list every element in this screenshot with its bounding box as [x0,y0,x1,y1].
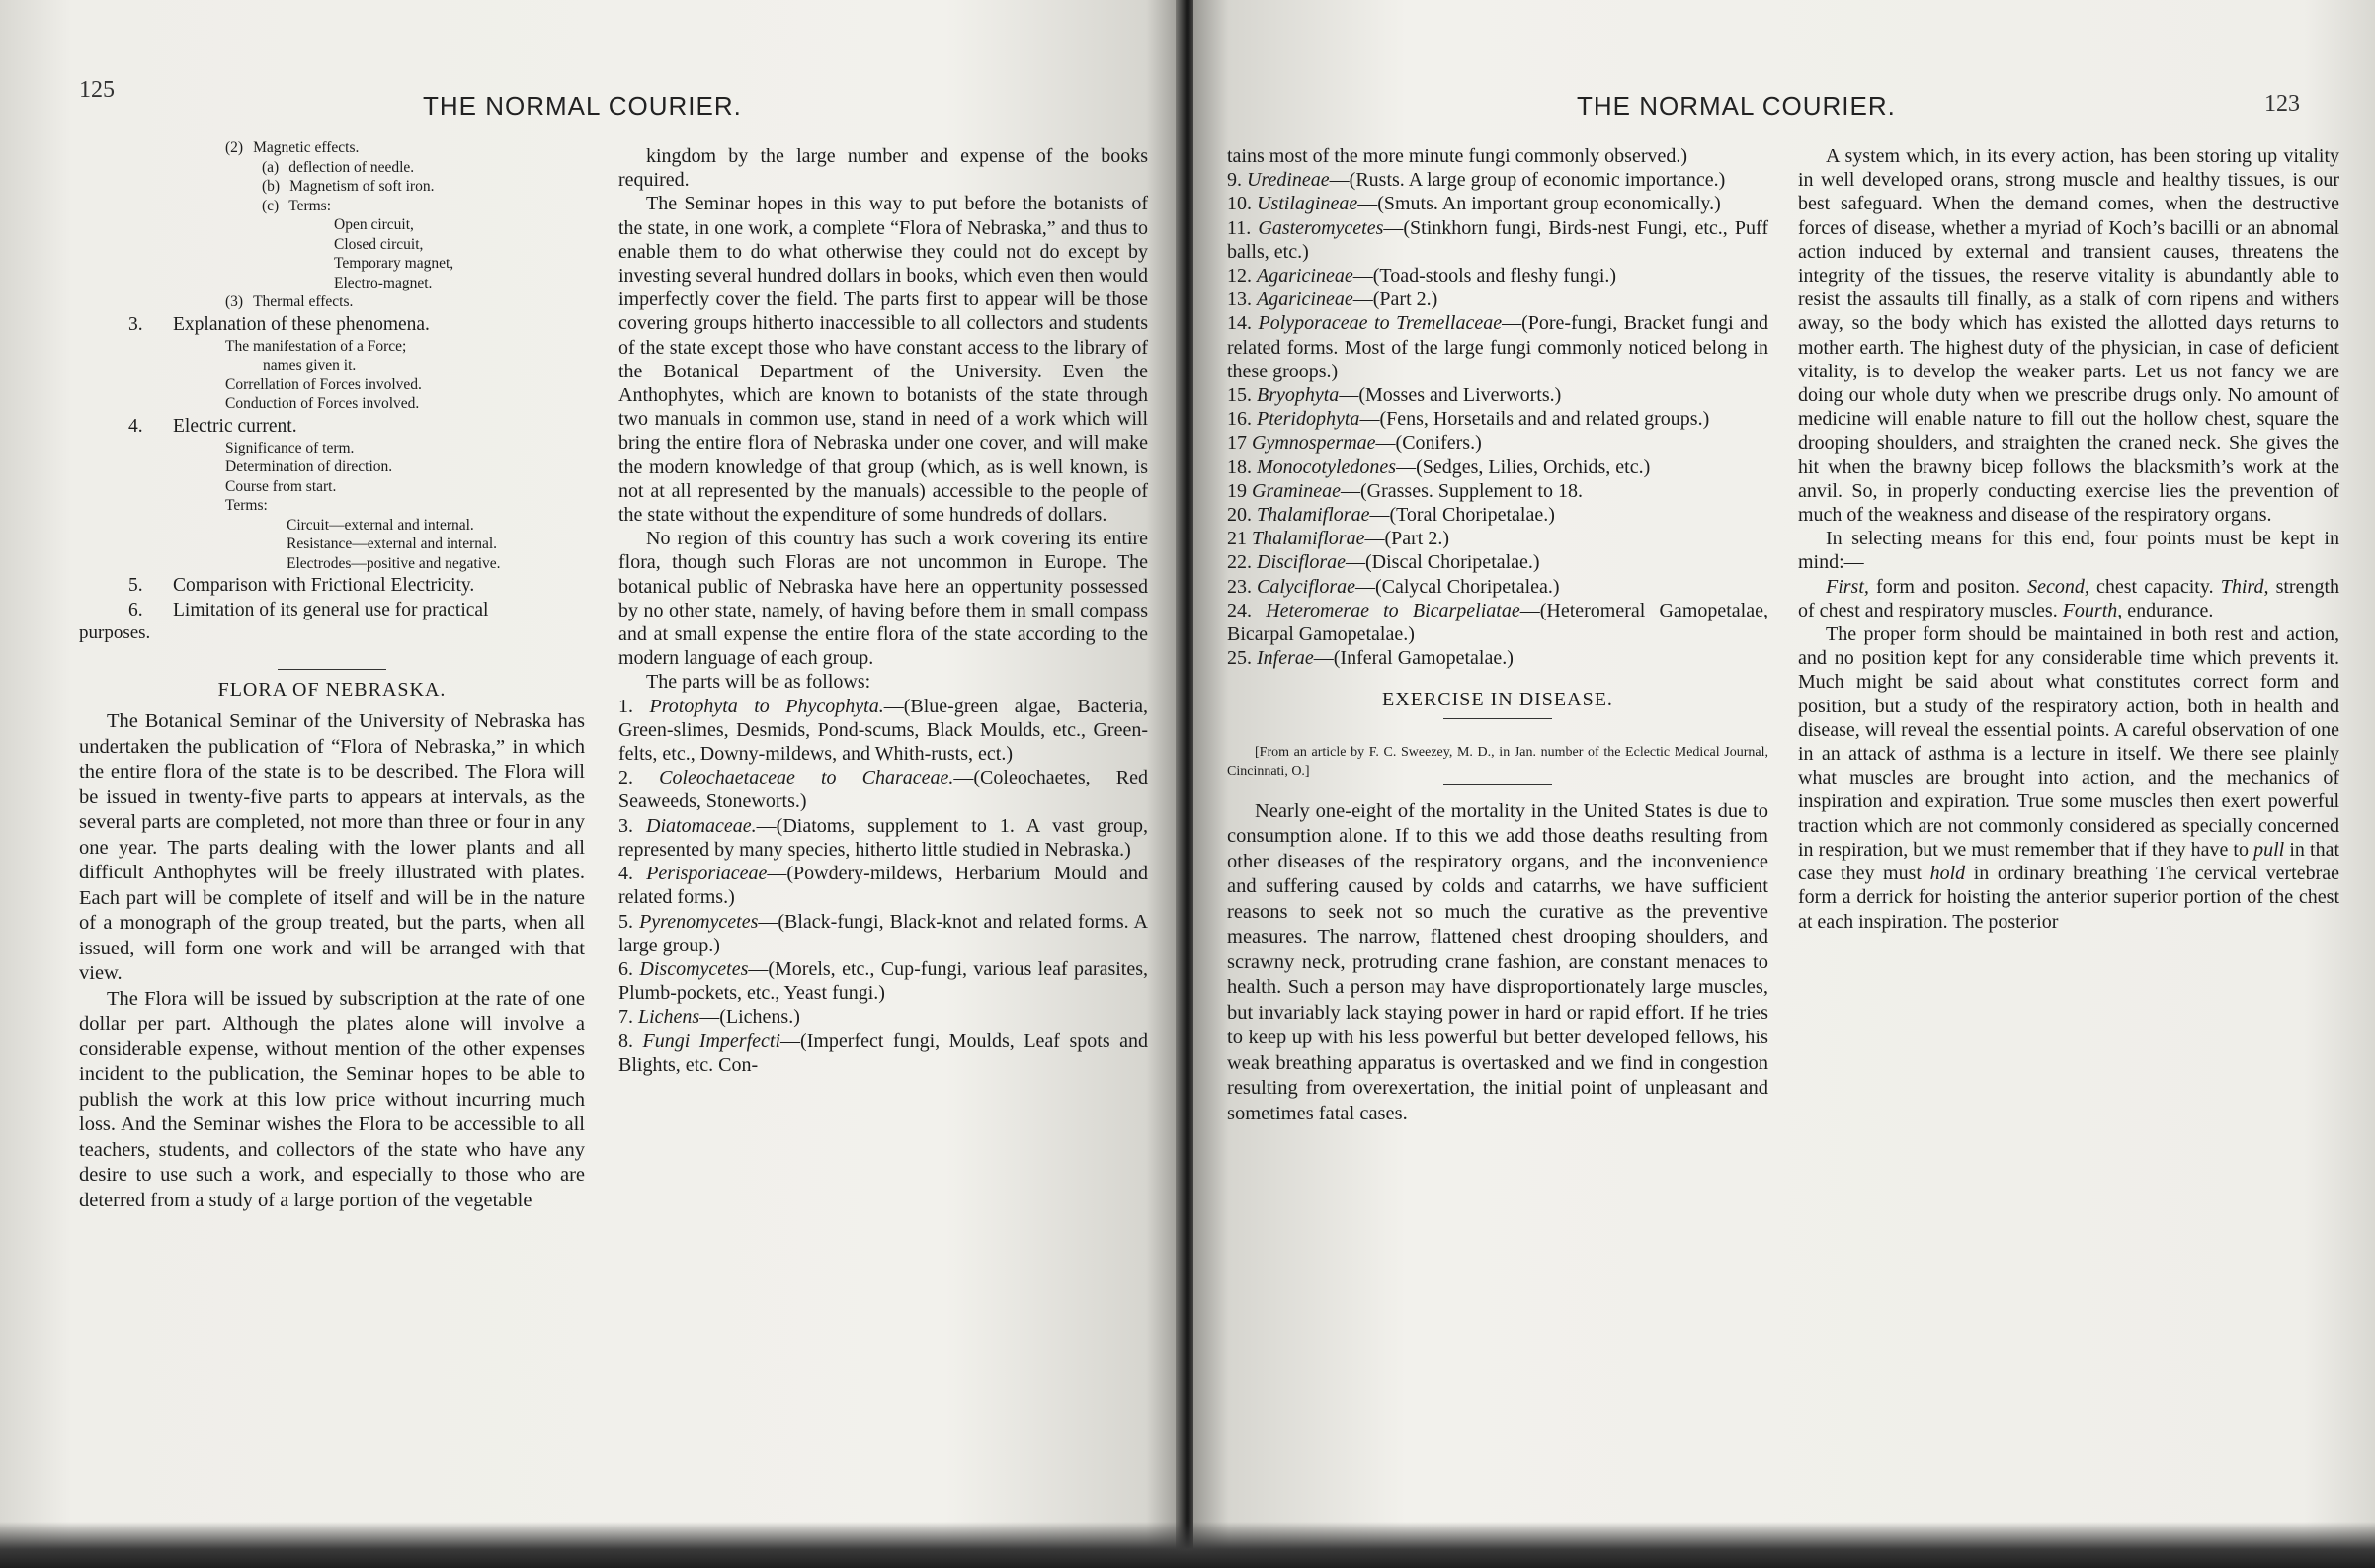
outline-item [79,457,585,477]
part-number: 14. [1227,312,1259,335]
point-third-text: strength of chest and respiratory muscles. [1798,575,2340,621]
outline-num: 5. [128,575,143,596]
part-description: —(Part 2.) [1364,528,1449,550]
outline-num: (a) [262,158,280,176]
part-description: —(Sedges, Lilies, Orchids, etc.) [1396,455,1651,478]
outline-text: Resistance—external and internal. [287,536,498,552]
part-number: 20. [1227,504,1257,527]
title-rule [278,669,386,670]
part-name: Gasteromycetes [1258,216,1384,239]
left-page-header: THE NORMAL COURIER. [423,91,742,121]
part-item [1227,550,1768,574]
part-number: 19 [1227,479,1252,502]
part-item [618,695,1148,767]
right-page-header: THE NORMAL COURIER. [1577,91,1896,121]
part-number: 5. [618,910,640,933]
part-description: —(Mosses and Liverworts.) [1339,384,1562,407]
outline-tail: purposes. [79,622,151,643]
part-number: 11. [1227,216,1259,239]
part-description: —(Diatoms, supplement to 1. A vast group, represented by many species, hitherto little studied in Nebraska.) [618,814,1149,861]
outline-num: (c) [262,197,280,214]
part-name: Thalamiflorae [1257,504,1370,527]
paragraph: No region of this country has such a work covering its entire flora, though such Floras are not uncommon in Europe. The botanical public of Nebraska have here an oppertunity possessed by no other state, namely, of having before them in small compass and at small expense the entire flora of the state according to the modern language of each group. [618,528,1148,670]
outline-text: The manifestation of a Force; [225,337,407,355]
part-item [1227,503,1768,527]
part-number: 12. [1227,265,1257,288]
part-name: Calyciflorae [1257,575,1355,598]
part-description: —(Lichens.) [699,1006,800,1029]
parts-continuation: tains most of the more minute fungi commonly observed.) [1227,145,1688,167]
outline-num: 6. [128,600,143,620]
outline-text: Limitation of its general use for practical [173,600,489,620]
part-item [618,1030,1148,1077]
part-description: —(Inferal Gamopetalae.) [1313,647,1514,670]
part-item [1227,383,1768,407]
outline-item [79,414,585,439]
part-number: 8. [618,1030,643,1052]
part-name: Lichens [638,1006,700,1029]
page-bottom-shadow [0,1522,2375,1568]
paragraph: The Flora will be issued by subscription at the rate of one dollar per part. Although the plates alone will involve a considerable expense, without mention of the other expenses incident to the publication, the Seminar hopes to be able to publish the work at this low price without incurring much loss. And the Seminar wishes the Flora to be accessible to all teachers, students, and collectors of the state who have any desire to use such a work, and especially to those who are deterred from a study of a large portion of the vegetable [79,987,585,1211]
part-number: 15. [1227,384,1257,407]
outline-item [79,177,585,197]
part-number: 21 [1227,528,1252,550]
outline-text: Circuit—external and internal. [287,516,474,534]
part-item [1227,455,1768,479]
part-number: 1. [618,695,650,717]
outline-text: Open circuit, [334,216,414,233]
part-name: Bryophyta [1257,384,1340,407]
parts-list-left [618,695,1148,1077]
outline-text: Explanation of these phenomena. [173,313,430,335]
outline-item [79,337,585,357]
outline-text: Electric current. [173,415,297,437]
outline-item [79,516,585,536]
part-name: Disciflorae [1257,551,1346,574]
part-description: —(Blue-green algae, Bacteria, Green-slimes, Desmids, Pond-scums, Black Moulds, etc., Green-felts, etc., Downy-mildews, and Whith-rusts, ect.) [618,695,1149,766]
paragraph: The Botanical Seminar of the University of Nebraska has undertaken the publication of “Flora of Nebraska,” in which the entire flora of the state is to be described. The Flora will be issued in twenty-five parts to appears at intervals, as the several parts are completed, not more than three or four in any one year. The parts dealing with the lower plants and all difficult Anthophytes will be freely illustrated with plates. Each part will be complete of itself and will be in the nature of a monograph of the group treated, but the parts, when all issued, will form one work and will be arranged with that view. [79,710,585,984]
outline-text: Magnetism of soft iron. [289,178,435,195]
part-number: 23. [1227,575,1257,598]
paragraph: Nearly one-eight of the mortality in the United States is due to consumption alone. If to this we add those deaths resulting from other diseases of the respiratory organs, and the inconvenience and suffering caused by colds and catarrhs, we have sufficient reasons to seek not so much the curative as the preventive measures. The narrow, flattened chest drooping shoulders, and scrawny neck, protruding crane fashion, are constant menaces to health. Such a person may have disproportionately large muscles, but invariably lack staying power in hard or rapid effort. If he tries to keep up with his less powerful but better developed fellows, his weak breathing apparatus is overtasked and we find in congestion resulting from overexertation, the initial point of unpleasant and sometimes fatal cases. [1227,799,1768,1124]
left-column-2 [618,144,1148,1077]
left-column-1 [79,138,585,1213]
outline-text: deflection of needle. [288,158,415,176]
right-column-2 [1798,144,2339,934]
paragraph: The Seminar hopes in this way to put before the botanists of the state, in one work, a complete “Flora of Nebraska,” and thus to enable them to do what otherwise they could not do except by investing several hundred dollars in books, which even then would imperfectly cover the field. The parts first to appear will be those covering groups hitherto inaccessible to all collectors and students of the state except those who have constant access to the library of the Botanical Department of the University. Even the Anthophytes, which are known to botanists of the state through two manuals in common use, stand in need of a work which will bring the entire flora of Nebraska under one cover, and will make the modern knowledge of that group (which, as is well known, is not at all represented by the manuals) accessible to the people of the state without the expenditure of some hundreds of dollars. [618,193,1148,527]
part-item [618,766,1148,813]
part-name: Heteromerae to Bicarpeliatae [1266,599,1520,621]
paragraph: A system which, in its every action, has been storing up vitality in well developed orans, strong muscle and healthy tissues, is our best safeguard. When the demand comes, when the destructive forces of disease, whether a myriad of Koch’s bacilli or an abnomal action induced by external and transient causes, threatens the integrity of the tissues, the reserve vitality is abundantly able to resist the assaults till finally, as a stalk of corn ripens and withers away, so the body which has existed the allotted days returns to mother earth. The highest duty of the physician, in case of deficient vitality, is to develop the weaker parts. Let us not fancy we are doing our whole duty when we prescribe drugs only. No amount of medicine will enable nature to fill out the hollow chest, square the drooping shoulders, and straighten the craned neck. She gives the hit when the brawny bicep follows the blacksmith’s work at the anvil. So, in properly conducting exercise lies the prevention of much of the weakness and disease of the respiratory organs. [1798,145,2339,527]
point-second-text: chest capacity. [2096,575,2214,598]
outline-text: Determination of direction. [225,458,393,475]
paragraph [1798,622,2339,934]
outline-text: Electro-magnet. [334,274,433,291]
part-number: 13. [1227,289,1257,311]
outline-num: (2) [225,139,244,156]
part-description: —(Toad-stools and fleshy fungi.) [1352,265,1617,288]
exercise-paragraphs-3 [1798,622,2339,934]
part-description: —(Morels, etc., Cup-fungi, various leaf parasites, Plumb-pockets, etc., Yeast fungi.) [618,957,1149,1005]
outline-item [79,535,585,554]
part-description: —(Heteromeral Gamopetalae, Bicarpal Gamopetalae.) [1227,599,1768,646]
part-name: Agaricineae [1257,289,1353,311]
part-item [1227,407,1768,431]
outline-item [79,598,585,622]
part-name: Agaricineae [1257,265,1353,288]
part-description: —(Powdery-mildews, Herbarium Mould and related forms.) [618,863,1149,909]
parts-list-right [1227,168,1768,670]
outline-item [79,375,585,395]
part-description: —(Conifers.) [1375,432,1482,454]
part-name: Uredineae [1247,169,1330,192]
byline-rule [1443,784,1552,785]
part-number: 7. [618,1006,638,1029]
outline-item [79,235,585,255]
outline-text: Comparison with Frictional Electricity. [173,575,475,596]
outline-num: 3. [128,313,143,335]
paragraph-text: in ordinary breathing The cervical vertebrae form a derrick for hoisting the anterior superior portion of the chest at each inspiration. The posterior [1798,863,2339,933]
part-number: 24. [1227,599,1267,621]
outline-text: Thermal effects. [253,293,354,310]
outline-text: Magnetic effects. [253,139,360,156]
part-description: —(Coleochaetes, Red Seaweeds, Stoneworts.) [618,767,1149,813]
part-item [1227,216,1768,264]
part-number: 22. [1227,551,1257,574]
part-item [1227,599,1768,646]
part-number: 16. [1227,408,1257,431]
outline-text: Terms: [288,197,332,214]
part-name: Pyrenomycetes [639,910,759,933]
part-item [1227,168,1768,192]
outline-text: Significance of term. [225,439,355,456]
outline-text: names given it. [263,357,357,373]
outline-text: Conduction of Forces involved. [225,395,420,412]
outline-item [79,439,585,458]
part-name: Polyporaceae to Tremellaceae [1258,312,1503,335]
part-description: —(Part 2.) [1352,289,1438,311]
paragraph-text: The proper form should be maintained in both rest and action, and no position kept for any considerable time which prevents it. Much might be said about what constitutes correct form and position, but a study of the respiratory action, both in health and disease, will reveal the essential points. A careful observation of one in an attack of asthma is a lecture in itself. We there see plainly what muscles are brought into action, and the mechanics of inspiration and expiration. True some muscles then exert powerful traction which are not commonly considered as specially concerned in respiration, but we must remember that if they have to [1798,623,2339,861]
part-description: —(Calycal Choripetalea.) [1354,575,1560,598]
outline-item [79,158,585,178]
part-number: 17 [1227,432,1252,454]
part-item [618,814,1148,862]
outline-text: Closed circuit, [334,235,424,253]
part-name: Discomycetes [639,957,749,980]
part-description: —(Rusts. A large group of economic importance.) [1329,169,1726,192]
outline-text: Course from start. [225,477,337,495]
part-name: Ustilagineae [1257,193,1358,215]
flora-paragraphs-2 [618,144,1148,695]
part-item [1227,192,1768,215]
part-name: Inferae [1257,647,1314,670]
outline-text: Terms: [225,497,268,514]
flora-title: FLORA OF NEBRASKA. [217,678,447,701]
exercise-title-rule [1443,718,1552,719]
part-name: Diatomaceae. [646,814,757,837]
emphasis-hold: hold [1929,863,1966,885]
emphasis-pull: pull [2253,838,2285,861]
part-name: Coleochaetaceae to Characeae. [659,767,954,789]
point-fourth-text: endurance. [2127,599,2214,621]
outline-num: (3) [225,293,244,310]
part-number: 25. [1227,647,1257,670]
part-number: 6. [618,957,640,980]
left-page-number: 125 [79,77,115,103]
part-number: 2. [618,767,660,789]
left-page [0,0,1182,1568]
paragraph-text: in that case they must [1798,838,2340,885]
exercise-paragraphs-2 [1798,144,2339,575]
four-points [1798,575,2339,622]
part-description: —(Grasses. Supplement to 18. [1340,479,1583,502]
point-first-text: form and positon. [1876,575,2020,598]
part-description: —(Fens, Horsetails and and related groups.) [1359,408,1710,431]
right-page-number: 123 [2264,91,2300,117]
part-description: —(Discal Choripetalae.) [1346,551,1540,574]
part-number: 18. [1227,455,1257,478]
outline-text: Correllation of Forces involved. [225,375,422,393]
paragraph: kingdom by the large number and expense of the books required. [618,145,1148,192]
part-number: 3. [618,814,647,837]
part-item [618,862,1148,909]
part-item [1227,646,1768,670]
outline-text: Temporary magnet, [334,255,454,272]
part-number: 9. [1227,169,1247,192]
part-item [1227,479,1768,503]
outline-item [79,254,585,274]
outline-item [79,274,585,293]
part-item [1227,264,1768,288]
outline-item [79,496,585,516]
outline-item [79,477,585,497]
part-item [1227,575,1768,599]
part-description: —(Toral Choripetalae.) [1369,504,1555,527]
part-number: 4. [618,863,647,885]
outline-item [79,292,585,312]
point-third-label: Third, [2220,575,2269,598]
part-name: Perisporiaceae [646,863,768,885]
part-name: Gramineae [1252,479,1341,502]
outline-item [79,554,585,574]
part-number: 10. [1227,193,1257,215]
article-byline: [From an article by F. C. Sweezey, M. D., in Jan. number of the Eclectic Medical Journal, Cincinnati, O.] [1227,744,1768,779]
part-description: —(Black-fungi, Black-knot and related forms. A large group.) [618,910,1148,956]
point-fourth-label: Fourth, [2062,599,2123,621]
part-name: Gymnospermae [1252,432,1376,454]
outline-item [79,312,585,337]
part-item [1227,431,1768,454]
point-first-label: First, [1826,575,1869,598]
part-name: Pteridophyta [1257,408,1360,431]
outline-num: (b) [262,178,281,195]
outline-item [79,356,585,375]
part-item [1227,288,1768,311]
part-item [618,910,1148,957]
outline-item [79,138,585,158]
outline-item [79,197,585,216]
outline-num: 4. [128,415,143,437]
right-column-1 [1227,144,1768,1126]
right-page [1193,0,2375,1568]
part-description: —(Pore-fungi, Bracket fungi and related forms. Most of the large fungi commonly noticed belong in these groops.) [1227,312,1769,382]
paragraph: In selecting means for this end, four points must be kept in mind:— [1798,528,2339,574]
part-description: —(Stinkhorn fungi, Birds-nest Fungi, etc., Puff balls, etc.) [1227,216,1768,263]
part-item [1227,311,1768,383]
part-name: Protophyta to Phycophyta. [649,695,884,717]
point-second-label: Second, [2027,575,2089,598]
part-name: Fungi Imperfecti [642,1030,781,1052]
outline-item [79,394,585,414]
exercise-title: EXERCISE IN DISEASE. [1382,689,1613,711]
part-item [618,1005,1148,1029]
outline-text: Electrodes—positive and negative. [287,554,501,572]
part-description: —(Smuts. An important group economically.) [1357,193,1721,215]
flora-paragraphs [79,709,585,1213]
exercise-paragraphs [1227,799,1768,1127]
outline-item [79,573,585,598]
part-name: Monocotyledones [1257,455,1397,478]
part-name: Thalamiflorae [1252,528,1365,550]
part-description: —(Imperfect fungi, Moulds, Leaf spots and Blights, etc. Con- [618,1030,1149,1076]
part-item [1227,527,1768,550]
paragraph: The parts will be as follows: [646,671,871,694]
outline-item [79,215,585,235]
part-item [618,957,1148,1005]
physics-outline [79,138,585,622]
